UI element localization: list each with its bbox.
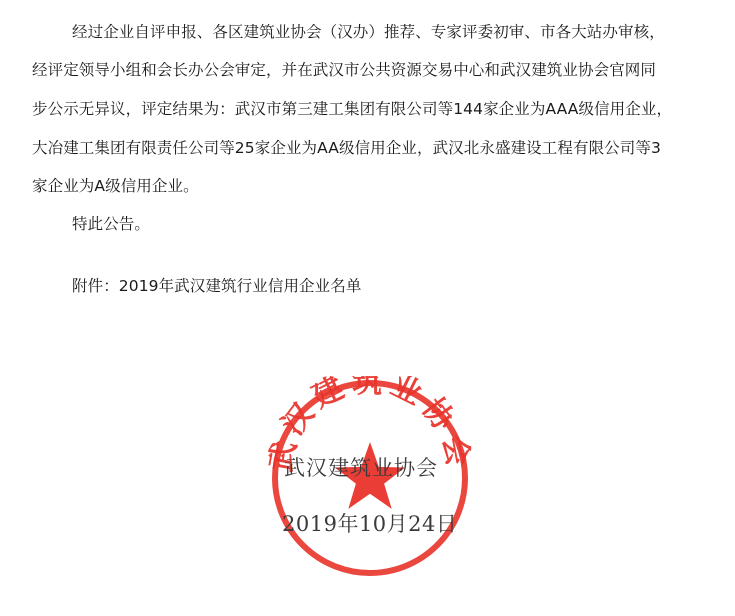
signature-organization: 武汉建筑业协会 bbox=[284, 456, 438, 480]
attachment-line: 附件：2019年武汉建筑行业信用企业名单 bbox=[72, 277, 362, 295]
signature-date: 2019年10月24日 bbox=[282, 512, 458, 536]
seal-ring-text: 汉建筑业协 bbox=[275, 376, 465, 442]
notice-line: 特此公告。 bbox=[72, 215, 151, 233]
paragraph-line-5: 家企业为A级信用企业。 bbox=[32, 177, 199, 195]
paragraph-line-3: 步公示无异议，评定结果为：武汉市第三建工集团有限公司等144家企业为AAA级信用企业， bbox=[32, 100, 673, 118]
paragraph-line-2: 经评定领导小组和会长办公会审定，并在武汉市公共资源交易中心和武汉建筑业协会官网同 bbox=[32, 61, 657, 79]
paragraph-line-4: 大冶建工集团有限责任公司等25家企业为AA级信用企业，武汉北永盛建设工程有限公司等3 bbox=[32, 139, 661, 157]
paragraph-line-1: 经过企业自评申报、各区建筑业协会（汉办）推荐、专家评委初审、市各大站办审核， bbox=[72, 23, 665, 41]
